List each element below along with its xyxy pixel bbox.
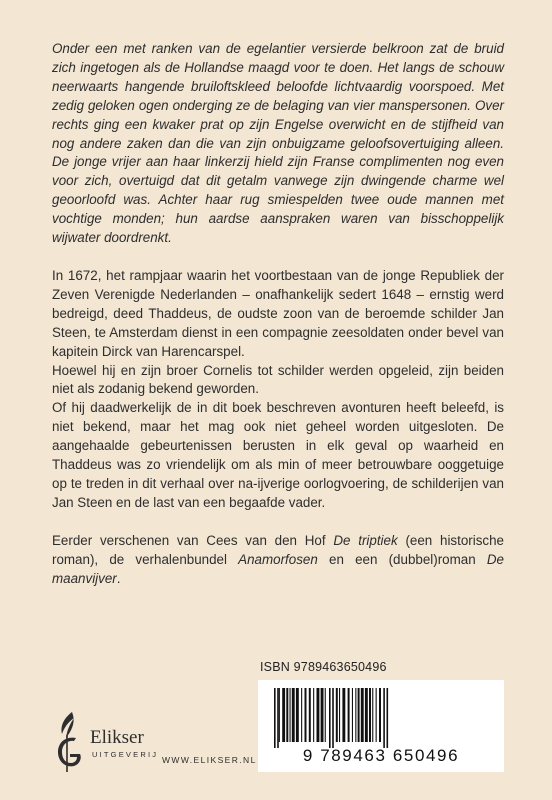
publisher-logo <box>52 706 212 776</box>
body-paragraph-1: In 1672, het rampjaar waarin het voortbestaan van de jonge Republiek der Zeven Verenigde Nederlanden – onafhankelijk sedert 1648 – ernstig werd bedreigd, deed Thaddeus, de oudste zoon van de beroemde schilder Jan Steen, te Amsterdam dienst in een compagnie zeesoldaten onder bevel van kapitein Dirck van Harencarspel. <box>52 267 504 359</box>
publisher-name: Elikser <box>90 727 144 748</box>
blurb-paragraph: Onder een met ranken van de egelantier versierde belkroon zat de bruid zich ingetogen als de Hollandse maagd voor te doen. Het langs de schouw neerwaarts hangende bruiloftskleed beloofde lichtvaardig voorspoed. Met zedig geloken ogen onderging ze de belaging van vier manspersonen. Over rechts ging een kwaker prat op zijn Engelse overwicht en de stijfheid van nog andere zaken dan die van zijn onbuigzame geloofsovertuiging alleen. De jonge vrijer aan haar linkerzij hield zijn Franse complimenten nog even voor zich, overtuigd dat dit getalm vanwege zijn dwingende charme wel geoorloofd was. Achter haar rug smiespelden twee oude mannen met vochtige monden; hun aardse aanspraken waren van bisschoppelijk wijwater doordrenkt. <box>52 41 504 246</box>
author-note-text-2: (een historische roman), de verhalenbundel <box>52 532 505 567</box>
author-note <box>52 532 504 589</box>
quill-g-icon <box>52 708 86 774</box>
book-title-triptiek: De triptiek <box>333 532 398 548</box>
isbn-label: ISBN 9789463650496 <box>260 660 387 674</box>
barcode <box>258 680 504 772</box>
back-cover-text <box>52 40 504 588</box>
body-paragraph-3: Of hij daadwerkelijk de in dit boek beschreven avonturen heeft beleefd, is niet bekend, maar het mag ook niet geheel worden uitgesloten. De aangehaalde gebeurtenissen berusten in elk geval op waarheid en Thaddeus was zo vriendelijk om als min of meer betrouwbare ooggetuige op te treden in dit verhaal over na-ijverige oorlogvoering, de schilderijen van Jan Steen en de last van een begaafde vader. <box>52 400 504 510</box>
publisher-website: WWW.ELIKSER.NL <box>162 755 257 765</box>
body-paragraph-2: Hoewel hij en zijn broer Cornelis tot schilder werden opgeleid, zijn beiden niet als zodanig bekend geworden. <box>52 362 504 397</box>
author-note-text-4: . <box>116 570 121 586</box>
author-note-text-3: en een (dubbel)roman <box>317 551 487 567</box>
book-title-maanvijver: De maanvijver <box>52 551 504 586</box>
barcode-bars <box>270 688 492 748</box>
book-title-anamorfosen: Anamorfosen <box>238 551 318 567</box>
publisher-subtitle: UITGEVERIJ <box>92 750 159 759</box>
barcode-digits: 9 789463 650496 <box>302 746 460 765</box>
author-note-text-1: Eerder verschenen van Cees van den Hof <box>52 532 334 548</box>
